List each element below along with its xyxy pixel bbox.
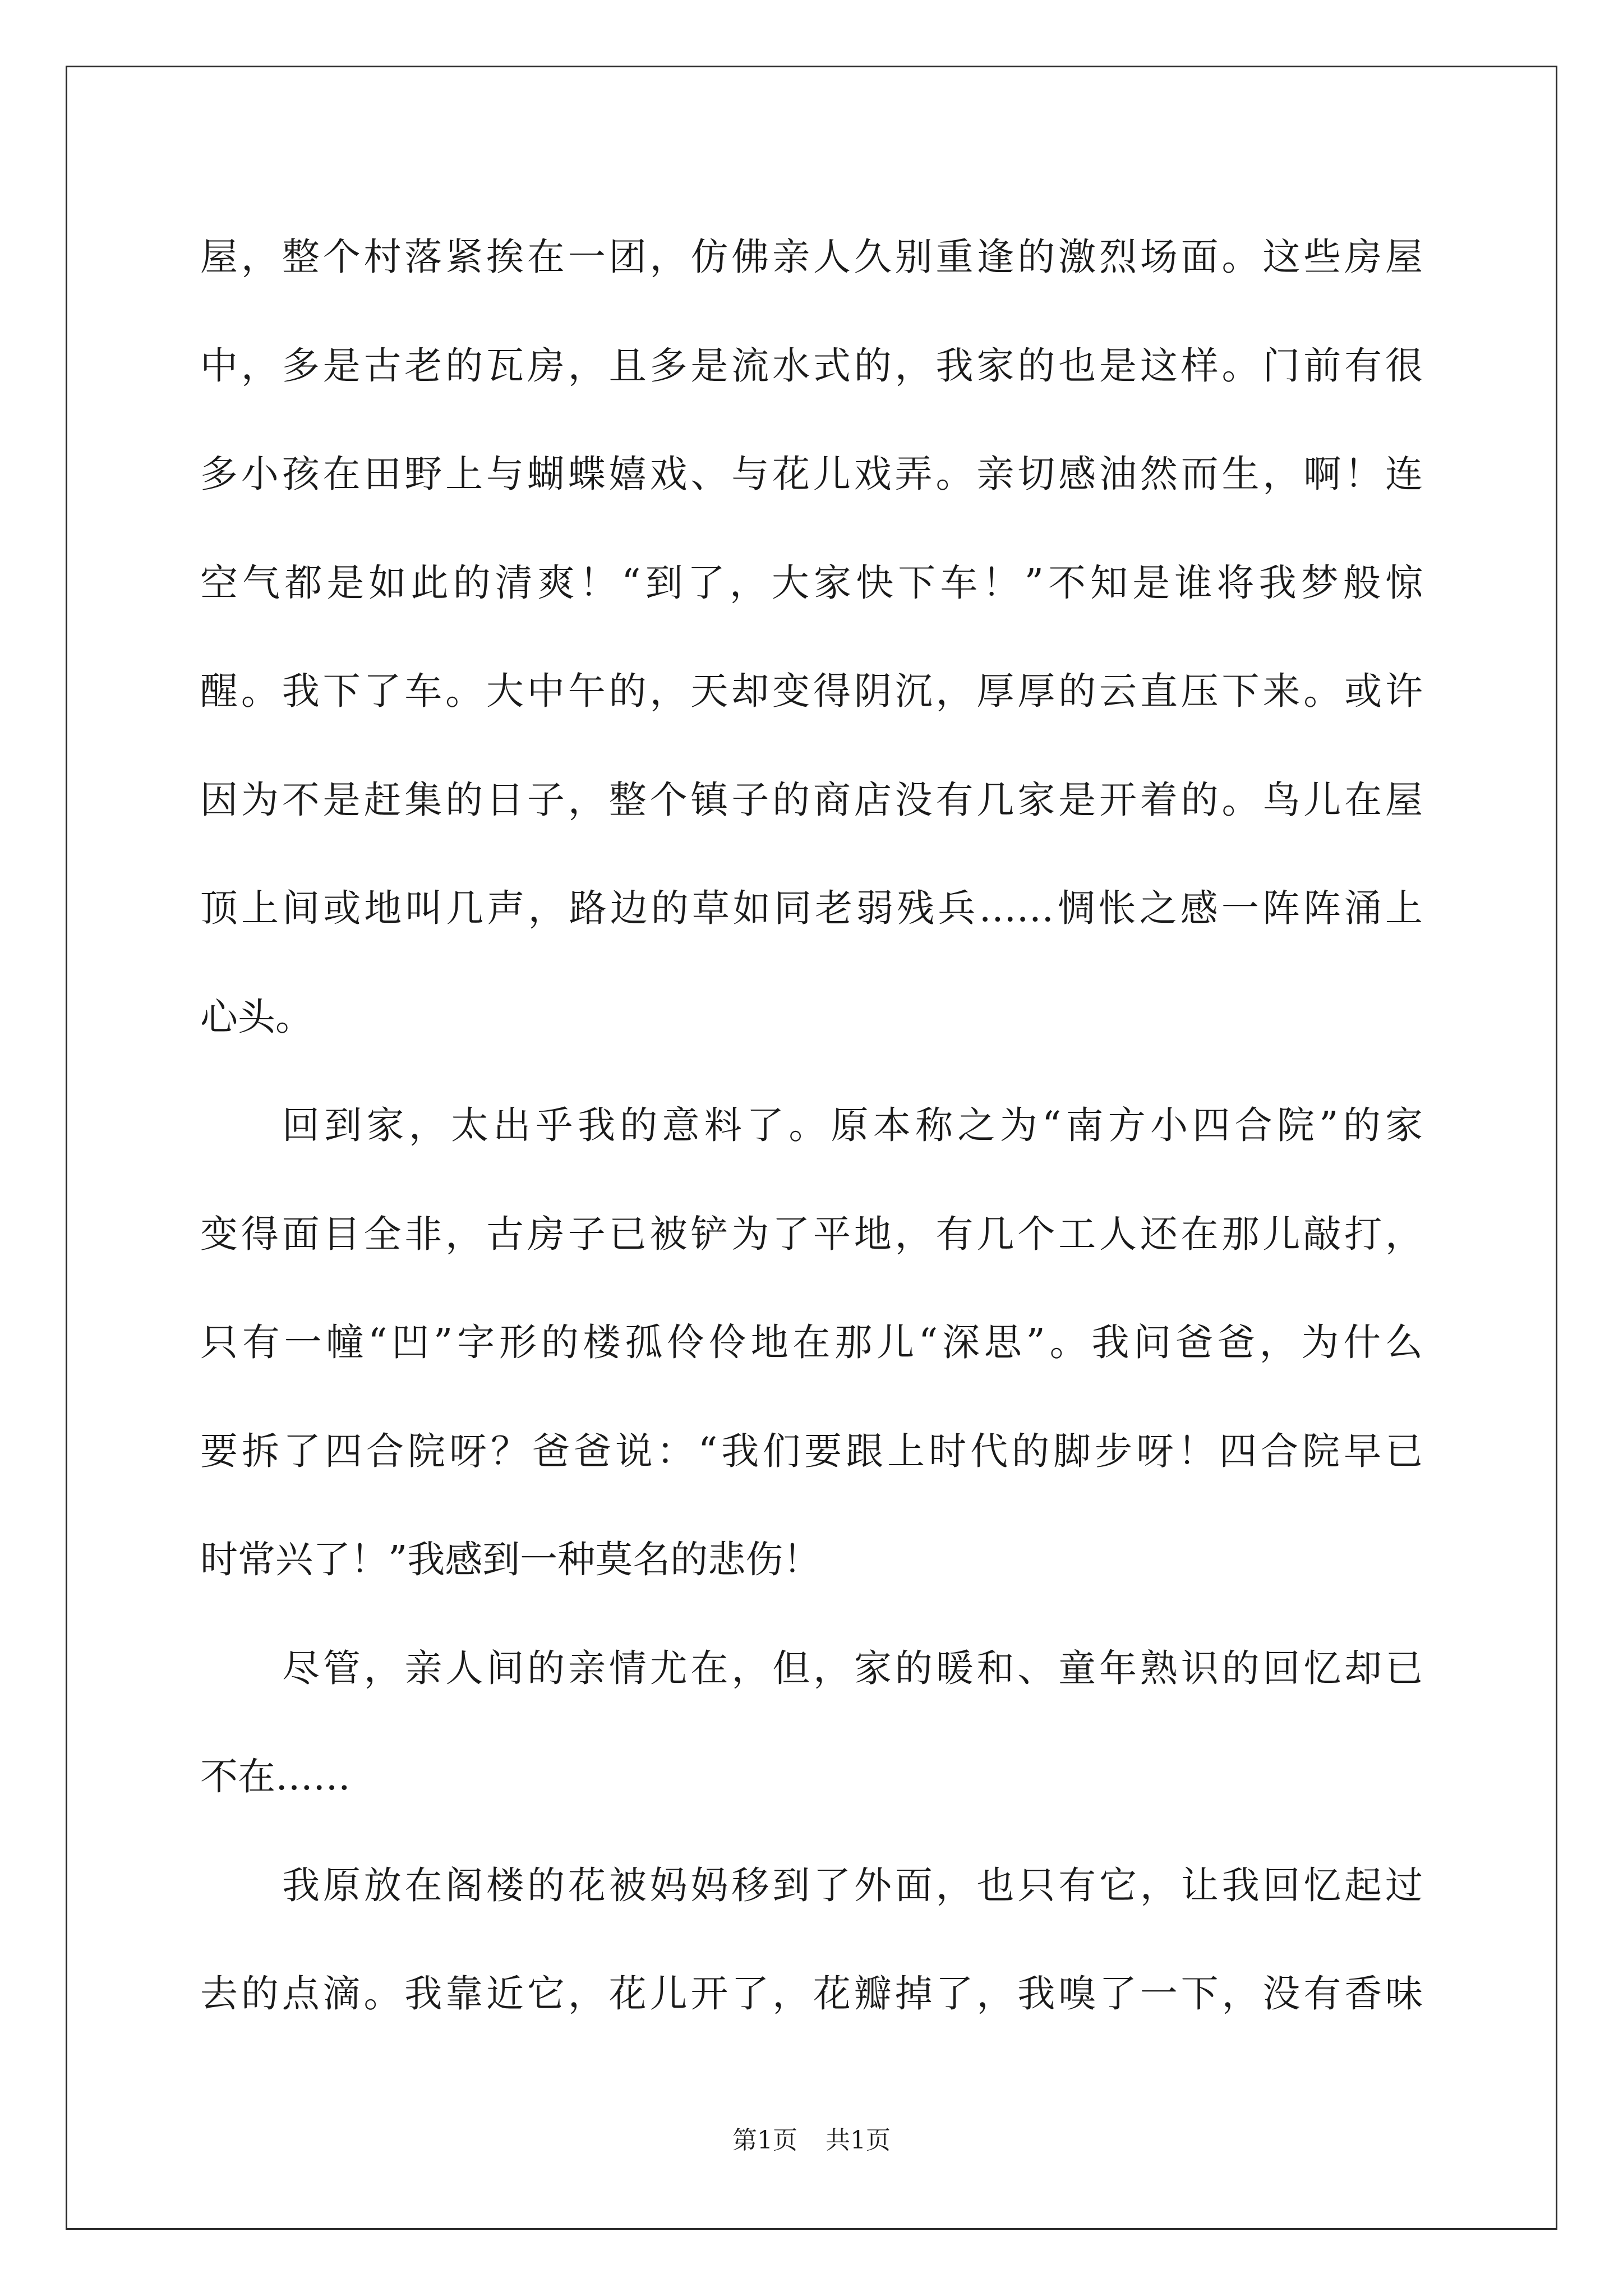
text-line: 我原放在阁楼的花被妈妈移到了外面，也只有它，让我回忆起过	[282, 1863, 1423, 1907]
text-line: 回到家，太出乎我的意料了。原本称之为“南方小四合院”的家	[282, 1103, 1423, 1147]
text-line: 空气都是如此的清爽！“到了，大家快下车！”不知是谁将我梦般惊	[200, 560, 1423, 605]
text-line: 只有一幢“凹”字形的楼孤伶伶地在那儿“深思”。我问爸爸，为什么	[200, 1320, 1423, 1364]
text-line: 要拆了四合院呀？爸爸说：“我们要跟上时代的脚步呀！四合院早已	[200, 1429, 1423, 1473]
text-line: 因为不是赶集的日子，整个镇子的商店没有几家是开着的。鸟儿在屋	[200, 777, 1423, 822]
page-footer	[0, 2124, 1623, 2157]
page-total: 共1页	[826, 2126, 891, 2155]
text-line: 不在……	[200, 1755, 351, 1798]
text-line: 尽管，亲人间的亲情尤在，但，家的暖和、童年熟识的回忆却已	[282, 1646, 1423, 1690]
text-line: 中，多是古老的瓦房，且多是流水式的，我家的也是这样。门前有很	[200, 343, 1423, 388]
text-line: 去的点滴。我靠近它，花儿开了，花瓣掉了，我嗅了一下，没有香味	[200, 1972, 1423, 2016]
document-body	[200, 203, 1423, 2049]
text-line: 变得面目全非，古房子已被铲为了平地，有几个工人还在那儿敲打，	[200, 1212, 1423, 1256]
text-line: 心头。	[200, 995, 313, 1039]
text-line: 顶上间或地叫几声，路边的草如同老弱残兵……惆怅之感一阵阵涌上	[200, 886, 1423, 930]
page-number: 第1页	[732, 2126, 797, 2155]
text-line: 多小孩在田野上与蝴蝶嬉戏、与花儿戏弄。亲切感油然而生，啊！连	[200, 452, 1423, 496]
text-line: 屋，整个村落紧挨在一团，仿佛亲人久别重逢的激烈场面。这些房屋	[200, 235, 1423, 279]
text-line: 醒。我下了车。大中午的，天却变得阴沉，厚厚的云直压下来。或许	[200, 669, 1423, 713]
text-line: 时常兴了！”我感到一种莫名的悲伤！	[200, 1538, 821, 1581]
